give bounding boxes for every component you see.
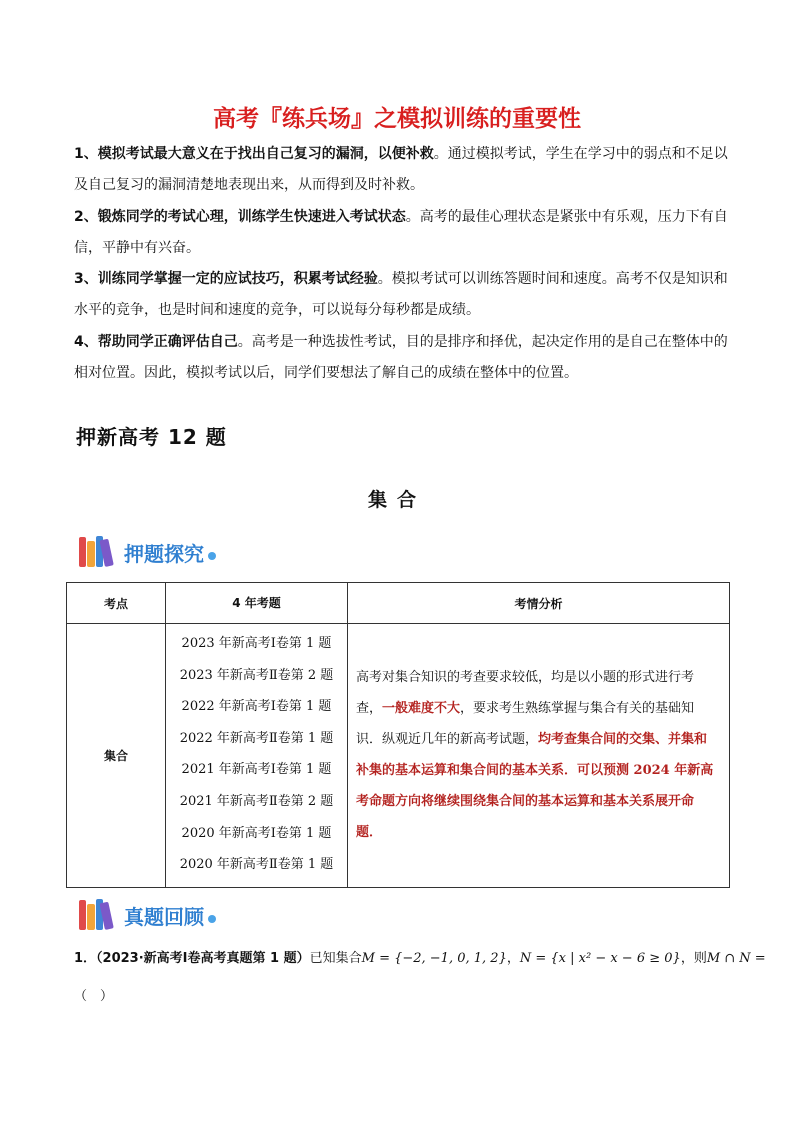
separator: ， (506, 951, 520, 966)
analysis-cell (348, 624, 730, 888)
exam-table (66, 582, 730, 888)
analysis-text-2: ，要求考生熟练掌握与集合有关的基础知识．纵观近几年的新高考试题， (356, 701, 695, 748)
exams-cell (166, 624, 348, 888)
dot-icon (208, 552, 216, 560)
badge-prediction (78, 534, 216, 570)
exam-item: 2022 年新高考Ⅱ卷第 1 题 (179, 730, 334, 746)
topic-cell: 集合 (67, 624, 166, 888)
paragraph-4-lead: 4、帮助同学正确评估自己 (74, 334, 238, 350)
analysis-highlight-2: 均考查集合间的交集、并集和补集的基本运算和集合间的基本关系．可以预测 2024 年新高考命题方向将继续围绕集合间的基本运算和基本关系展开命题． (356, 732, 714, 841)
paragraph-2-text: 。高考的最佳心理状态是紧张中有乐观，压力下有自信，平静中有兴奋。 (74, 209, 728, 256)
intersection-expr: M ∩ N = (706, 951, 766, 966)
exam-item: 2021 年新高考Ⅰ卷第 1 题 (181, 762, 332, 778)
exam-item: 2022 年新高考Ⅰ卷第 1 题 (181, 699, 332, 715)
analysis-highlight-1: 一般难度不大 (382, 701, 461, 717)
answer-paren: （ ） (74, 989, 114, 1004)
paragraph-4 (74, 327, 734, 389)
paragraph-3 (74, 264, 734, 326)
topic-title: 集合 (367, 489, 426, 511)
analysis-text-1: 高考对集合知识的考查要求较低，均是以小题的形式进行考查， (356, 670, 695, 717)
exam-item: 2020 年新高考Ⅱ卷第 1 题 (179, 857, 334, 873)
paragraph-4-text: 。高考是一种选拔性考试，目的是排序和择优，起决定作用的是自己在整体中的相对位置。因此，模拟考试以后，同学们要想法了解自己的成绩在整体中的位置。 (74, 334, 728, 381)
books-icon (78, 898, 122, 932)
exam-item: 2021 年新高考Ⅱ卷第 2 题 (179, 793, 334, 809)
question-stem: 已知集合 (309, 951, 362, 966)
table-row (67, 624, 730, 888)
paragraph-1 (74, 139, 734, 201)
question-source: （2023·新高考Ⅰ卷高考真题第 1 题） (96, 951, 310, 966)
paragraph-1-text: 。通过模拟考试，学生在学习中的弱点和不足以及自己复习的漏洞清楚地表现出来，从而得到及时补救。 (74, 146, 728, 193)
paragraph-2 (74, 202, 734, 264)
header-topic: 考点 (67, 583, 166, 624)
set-m: M = {−2, −1, 0, 1, 2} (361, 951, 507, 966)
question-number: 1． (74, 951, 97, 966)
paragraph-2-lead: 2、锻炼同学的考试心理，训练学生快速进入考试状态 (74, 209, 406, 225)
set-n: N = {x | x² − x − 6 ≥ 0} (519, 951, 681, 966)
badge-review (78, 897, 216, 933)
question-stem-2: ，则 (680, 951, 707, 966)
exam-item: 2023 年新高考Ⅱ卷第 2 题 (179, 667, 334, 683)
paragraph-3-text: 。模拟考试可以训练答题时间和速度。高考不仅是知识和水平的竞争，也是时间和速度的竞争，可以说每分每秒都是成绩。 (74, 271, 728, 318)
table-header-row (67, 583, 730, 624)
badge-label: 押题探究 (124, 541, 204, 566)
exam-item: 2020 年新高考Ⅰ卷第 1 题 (181, 825, 332, 841)
page-title: 高考『练兵场』之模拟训练的重要性 (213, 106, 581, 132)
books-icon (78, 535, 122, 569)
header-analysis: 考情分析 (348, 583, 730, 624)
question-1 (74, 947, 766, 966)
badge-label: 真题回顾 (124, 904, 204, 929)
exam-item: 2023 年新高考Ⅰ卷第 1 题 (181, 636, 332, 651)
paragraph-3-lead: 3、训练同学掌握一定的应试技巧，积累考试经验 (74, 271, 378, 287)
dot-icon (208, 915, 216, 923)
section-title: 押新高考 12 题 (76, 425, 227, 449)
paragraph-1-lead: 1、模拟考试最大意义在于找出自己复习的漏洞，以便补救 (74, 146, 434, 162)
header-exams: 4 年考题 (166, 583, 348, 624)
